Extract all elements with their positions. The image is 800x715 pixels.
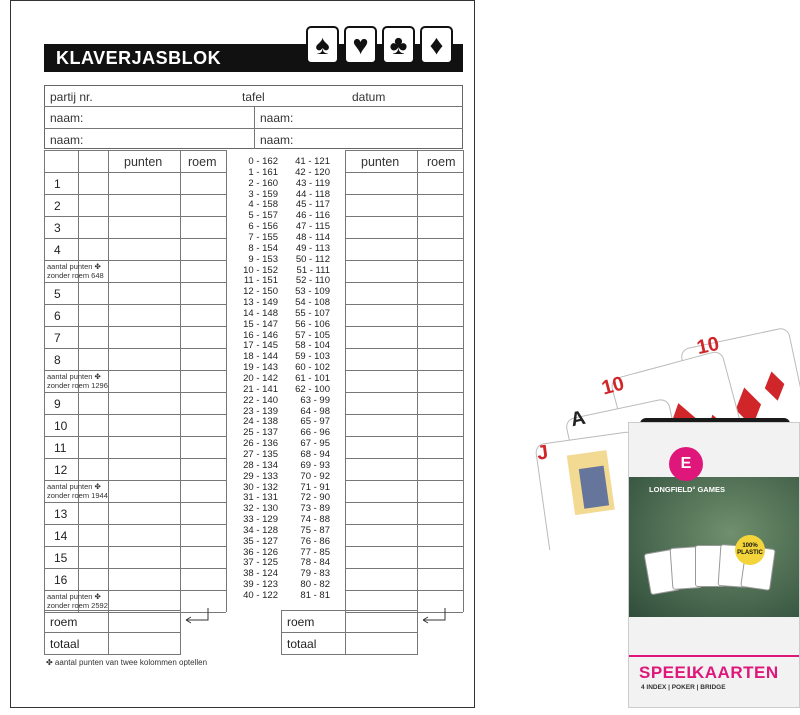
points-row: 14 - 148 55 - 107: [243, 307, 330, 319]
points-row: 13 - 149 54 - 108: [243, 297, 330, 309]
points-row: 29 - 133 70 - 92: [243, 470, 330, 482]
row-number: 14: [54, 529, 68, 543]
row-number: 9: [54, 397, 61, 411]
row-number: 6: [54, 309, 61, 323]
points-row: 20 - 142 61 - 101: [243, 373, 330, 384]
points-row: 33 - 129 74 - 88: [243, 514, 330, 526]
subtotal-label: aantal punten ✤ zonder roem 2592: [47, 592, 108, 610]
row-number: 4: [54, 243, 61, 257]
row-number: 15: [54, 551, 68, 565]
product-title-part2: KAARTEN: [692, 663, 779, 682]
sheet-title: KLAVERJASBLOK: [56, 48, 222, 68]
right-col-punten: punten: [361, 155, 400, 169]
points-row: 25 - 137 66 - 96: [243, 427, 330, 439]
heart-icon: ♥: [344, 26, 377, 64]
row-number: 12: [54, 463, 68, 477]
plastic-badge: 100% PLASTIC: [735, 535, 765, 565]
spade-icon: ♠: [306, 26, 339, 64]
brand-name: LONGFIELD° GAMES: [649, 485, 725, 494]
row-number: 7: [54, 331, 61, 345]
points-row: 10 - 152 51 - 111: [243, 264, 330, 276]
points-row: 0 - 162 41 - 121: [248, 156, 330, 167]
naam-label-1: naam:: [50, 111, 84, 125]
points-row: 24 - 138 65 - 97: [243, 416, 330, 428]
points-row: 27 - 135 68 - 94: [243, 448, 330, 460]
naam-label-4: naam:: [260, 133, 294, 147]
points-row: 23 - 139 64 - 98: [243, 405, 330, 417]
naam-label-2: naam:: [260, 111, 294, 125]
right-roem-label: roem: [287, 615, 315, 629]
points-row: 2 - 160 43 - 119: [248, 177, 330, 189]
partij-label: partij nr.: [50, 90, 93, 104]
points-row: 35 - 127 76 - 86: [243, 535, 330, 547]
card-rank-10b: 10: [694, 332, 722, 360]
points-row: 5 - 157 46 - 116: [248, 210, 330, 222]
right-arrow-icon: [419, 608, 447, 624]
points-row: 4 - 158 45 - 117: [248, 199, 330, 211]
points-row: 3 - 159 44 - 118: [248, 188, 330, 200]
card-rank-a: A: [568, 406, 588, 432]
points-row: 6 - 156 47 - 115: [248, 221, 330, 233]
row-number: 10: [54, 419, 68, 433]
points-row: 21 - 141 62 - 100: [243, 383, 330, 395]
diamond-icon: ♦: [420, 26, 453, 64]
points-row: 12 - 150 53 - 109: [243, 286, 330, 298]
points-row: 18 - 144 59 - 103: [243, 351, 330, 363]
points-row: 16 - 146 57 - 105: [243, 329, 330, 341]
naam-label-3: naam:: [50, 133, 84, 147]
points-row: 36 - 126 77 - 85: [243, 546, 330, 558]
card-rank-j: J: [535, 441, 550, 465]
points-row: 34 - 128 75 - 87: [243, 524, 330, 536]
datum-label: datum: [352, 90, 386, 104]
product-box: [628, 422, 800, 708]
points-row: 8 - 154 49 - 113: [248, 242, 330, 254]
points-row: 28 - 134 69 - 93: [243, 459, 330, 471]
right-totaal-label: totaal: [287, 637, 317, 651]
row-number: 11: [54, 441, 67, 455]
points-row: 26 - 136 67 - 95: [243, 438, 330, 450]
row-number: 13: [54, 507, 68, 521]
card-rank-10a: 10: [599, 372, 627, 400]
left-col-punten: punten: [124, 155, 163, 169]
product-title-part1: SPEEL: [639, 663, 698, 682]
points-row: 31 - 131 72 - 90: [243, 492, 330, 504]
row-number: 16: [54, 573, 68, 587]
left-roem-label: roem: [50, 615, 78, 629]
points-row: 22 - 140 63 - 99: [243, 394, 330, 406]
row-number: 2: [54, 199, 61, 213]
points-row: 11 - 151 52 - 110: [243, 275, 330, 287]
points-row: 7 - 155 48 - 114: [248, 231, 330, 243]
points-row: 1 - 161 42 - 120: [248, 166, 330, 178]
points-row: 15 - 147 56 - 106: [243, 318, 330, 330]
row-number: 8: [54, 353, 61, 367]
points-row: 37 - 125 78 - 84: [243, 557, 330, 569]
left-totaal-label: totaal: [50, 637, 80, 651]
row-number: 1: [54, 177, 61, 191]
subtotal-label: aantal punten ✤ zonder roem 1944: [47, 482, 108, 500]
right-col-roem: roem: [427, 155, 456, 169]
points-row: 9 - 153 50 - 112: [248, 253, 330, 265]
product-subtitle: 4 INDEX | POKER | BRIDGE: [641, 684, 726, 691]
subtotal-label: aantal punten ✤ zonder roem 648: [47, 262, 104, 280]
points-row: 19 - 143 60 - 102: [243, 362, 330, 374]
row-number: 5: [54, 287, 61, 301]
points-row: 17 - 145 58 - 104: [243, 340, 330, 352]
brand-logo-icon: E: [669, 447, 703, 481]
subtotal-label: aantal punten ✤ zonder roem 1296: [47, 372, 108, 390]
points-row: 38 - 124 79 - 83: [243, 568, 330, 580]
footnote: ✤ aantal punten van twee kolommen optellen: [46, 658, 208, 667]
points-row: 40 - 122 81 - 81: [243, 590, 330, 601]
points-row: 30 - 132 71 - 91: [243, 481, 330, 493]
club-icon: ♣: [382, 26, 415, 64]
points-row: 32 - 130 73 - 89: [243, 503, 330, 515]
left-col-roem: roem: [188, 155, 217, 169]
points-row: 39 - 123 80 - 82: [243, 579, 330, 591]
tafel-label: tafel: [242, 90, 265, 104]
row-number: 3: [54, 221, 61, 235]
left-arrow-icon: [182, 608, 210, 624]
